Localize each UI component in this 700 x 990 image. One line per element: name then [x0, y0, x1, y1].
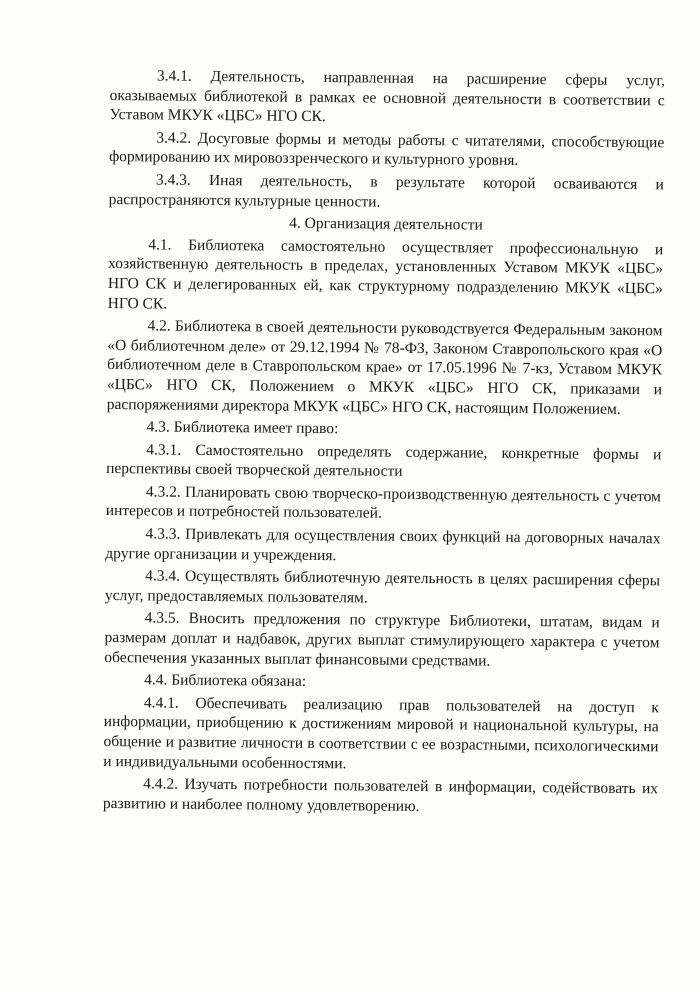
- paragraph-4-3-5: 4.3.5. Вносить предложения по структуре Библиотеки, штатам, видам и размерам доплат и надбавок, других выплат стимулирующего характера с учетом обеспечения указанных выплат финансовыми средствами.: [104, 609, 660, 670]
- paragraph-3-4-3: 3.4.3. Иная деятельность, в результате которой осваиваются и распространяются культурные ценности.: [108, 171, 664, 211]
- paragraph-4-4-1: 4.4.1. Обеспечивать реализацию прав пользователей на доступ к информации, приобщению к достижениям мировой и национальной культуры, на общение и развитие личности в соответствии с ее возрастными, психологическими и индивидуальными особенностями.: [103, 694, 659, 772]
- document-body: [103, 66, 665, 822]
- paragraph-4-4: 4.4. Библиотека обязана:: [144, 671, 307, 691]
- paragraph-4-3-4: 4.3.4. Осуществлять библиотечную деятельность в целях расширения сферы услуг, предоставляемых пользователям.: [104, 567, 661, 607]
- paragraph-4-1: 4.1. Библиотека самостоятельно осуществляет профессиональную и хозяйственную деятельность в пределах, установленных Уставом МКУК «ЦБС» НГО СК и делегированных ей, как структурному подразделению МКУК «ЦБС» НГО СК.: [107, 236, 664, 313]
- paragraph-3-4-1: 3.4.1. Деятельность, направленная на расширение сферы услуг, оказываемых библиотекой в рамках ее основной деятельности в соответствии с Уставом МКУК «ЦБС» НГО СК.: [109, 67, 665, 126]
- paragraph-4-4-2: 4.4.2. Изучать потребности пользователей в информации, содействовать их развитию и наиболее полному удовлетворению.: [102, 775, 659, 815]
- paragraph-4-2: 4.2. Библиотека в своей деятельности руководствуется Федеральным законом «О библиотечном деле» от 29.12.1994 № 78-ФЗ, Законом Ставропольского края «О библиотечном деле в Ставропольском крае» от 17.05.1996 № 7-кз, Уставом МКУК «ЦБС» НГО СК, Положением о МКУК «ЦБС» НГО СК, приказами и распоряжениями директора МКУК «ЦБС» НГО СК, настоящим Положением.: [106, 317, 663, 418]
- paragraph-4-3-1: 4.3.1. Самостоятельно определять содержание, конкретные формы и перспективы своей творческой деятельности: [106, 441, 662, 481]
- paragraph-3-4-2: 3.4.2. Досуговые формы и методы работы с читателями, способствующие формированию их мировоззренческого и культурного уровня.: [109, 129, 665, 170]
- paragraph-4-3-2: 4.3.2. Планировать свою творческо-производственную деятельность с учетом интересов и потребностей пользователей.: [105, 483, 661, 523]
- section-heading-4: 4. Организация деятельности: [289, 214, 483, 234]
- paragraph-4-3: 4.3. Библиотека имеет право:: [146, 418, 339, 438]
- paragraph-4-3-3: 4.3.3. Привлекать для осуществления своих функций на договорных началах другие организации и учреждения.: [105, 525, 661, 564]
